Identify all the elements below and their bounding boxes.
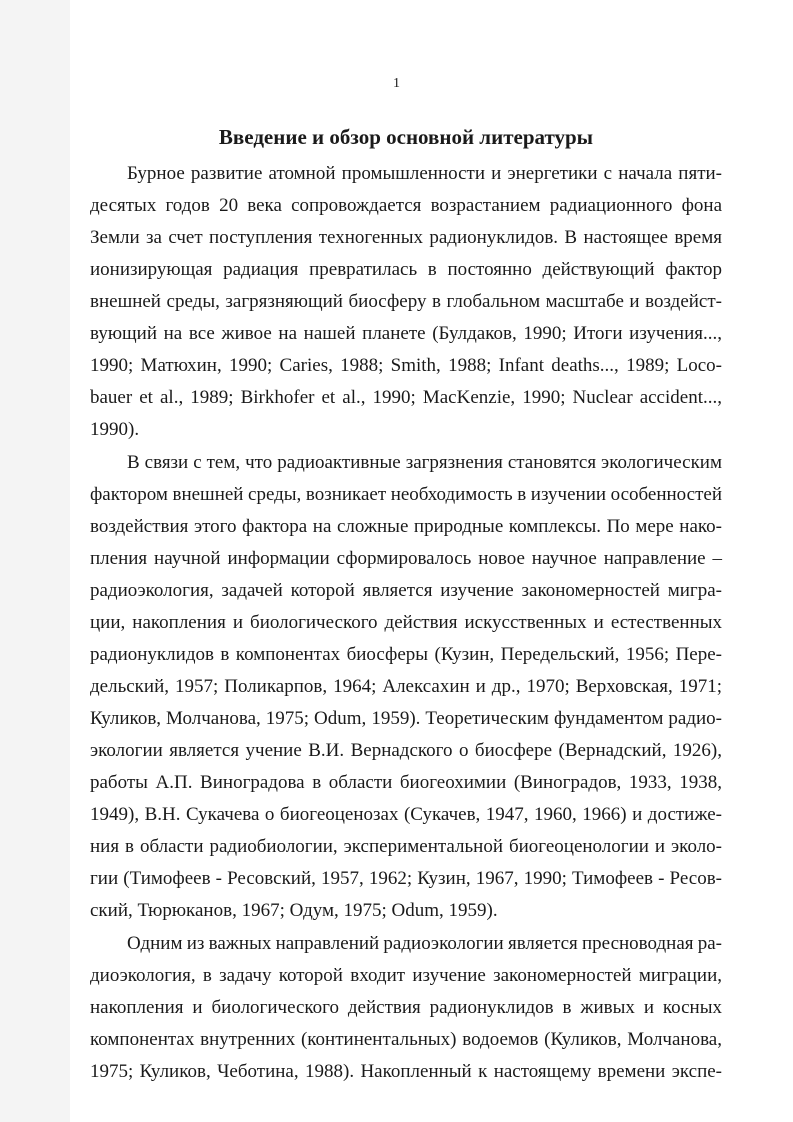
text-line: ния в области радиобиологии, экспериментальной биогеоценологии и эколо- bbox=[90, 836, 722, 857]
text-line: 1975; Куликов, Чеботина, 1988). Накопленный к настоящему времени экспе- bbox=[90, 1061, 722, 1082]
text-line: 1990; Матюхин, 1990; Caries, 1988; Smith, 1988; Infant deaths..., 1989; Loco- bbox=[90, 355, 722, 376]
text-line: фактором внешней среды, возникает необходимость в изучении особенностей bbox=[90, 484, 722, 505]
text-line: пления научной информации сформировалось новое научное направление – bbox=[90, 548, 722, 569]
text-line: ионизирующая радиация превратилась в постоянно действующий фактор bbox=[90, 259, 722, 280]
text-line: дельский, 1957; Поликарпов, 1964; Алексахин и др., 1970; Верховская, 1971; bbox=[90, 676, 722, 697]
text-line: bauer et al., 1989; Birkhofer et al., 1990; MacKenzie, 1990; Nuclear accident..., bbox=[90, 387, 722, 408]
text-line: вующий на все живое на нашей планете (Булдаков, 1990; Итоги изучения..., bbox=[90, 323, 722, 344]
page-number: 1 bbox=[393, 76, 400, 91]
text-line: ции, накопления и биологического действия искусственных и естественных bbox=[90, 612, 722, 633]
text-line: десятых годов 20 века сопровождается возрастанием радиационного фона bbox=[90, 195, 722, 216]
text-line: 1949), В.Н. Сукачева о биогеоценозах (Сукачев, 1947, 1960, 1966) и достиже- bbox=[90, 804, 722, 825]
text-line: 1990). bbox=[90, 419, 140, 440]
text-line: Бурное развитие атомной промышленности и энергетики с начала пяти- bbox=[127, 163, 722, 184]
text-line: Земли за счет поступления техногенных радионуклидов. В настоящее время bbox=[90, 227, 722, 248]
page-title: Введение и обзор основной литературы bbox=[218, 125, 594, 149]
text-line: Одним из важных направлений радиоэкологии является пресноводная ра- bbox=[127, 933, 722, 954]
text-line: гии (Тимофеев - Ресовский, 1957, 1962; Кузин, 1967, 1990; Тимофеев - Ресов- bbox=[90, 868, 722, 889]
text-line: экологии является учение В.И. Вернадского о биосфере (Вернадский, 1926), bbox=[90, 740, 722, 761]
scan-edge bbox=[0, 0, 70, 1122]
text-line: ский, Тюрюканов, 1967; Одум, 1975; Odum, 1959). bbox=[90, 900, 498, 921]
text-line: радиоэкология, задачей которой является изучение закономерностей мигра- bbox=[90, 580, 722, 601]
text-line: компонентах внутренних (континентальных) водоемов (Куликов, Молчанова, bbox=[90, 1029, 722, 1050]
text-line: диоэкология, в задачу которой входит изучение закономерностей миграции, bbox=[90, 965, 722, 986]
text-line: воздействия этого фактора на сложные природные комплексы. По мере нако- bbox=[90, 516, 722, 537]
text-line: накопления и биологического действия радионуклидов в живых и косных bbox=[90, 997, 722, 1018]
text-line: В связи с тем, что радиоактивные загрязнения становятся экологическим bbox=[127, 452, 722, 473]
text-line: работы А.П. Виноградова в области биогеохимии (Виноградов, 1933, 1938, bbox=[90, 772, 722, 793]
text-line: радионуклидов в компонентах биосферы (Кузин, Передельский, 1956; Пере- bbox=[90, 644, 722, 665]
text-line: Куликов, Молчанова, 1975; Odum, 1959). Теоретическим фундаментом радио- bbox=[90, 708, 722, 729]
text-line: внешней среды, загрязняющий биосферу в глобальном масштабе и воздейст- bbox=[90, 291, 722, 312]
